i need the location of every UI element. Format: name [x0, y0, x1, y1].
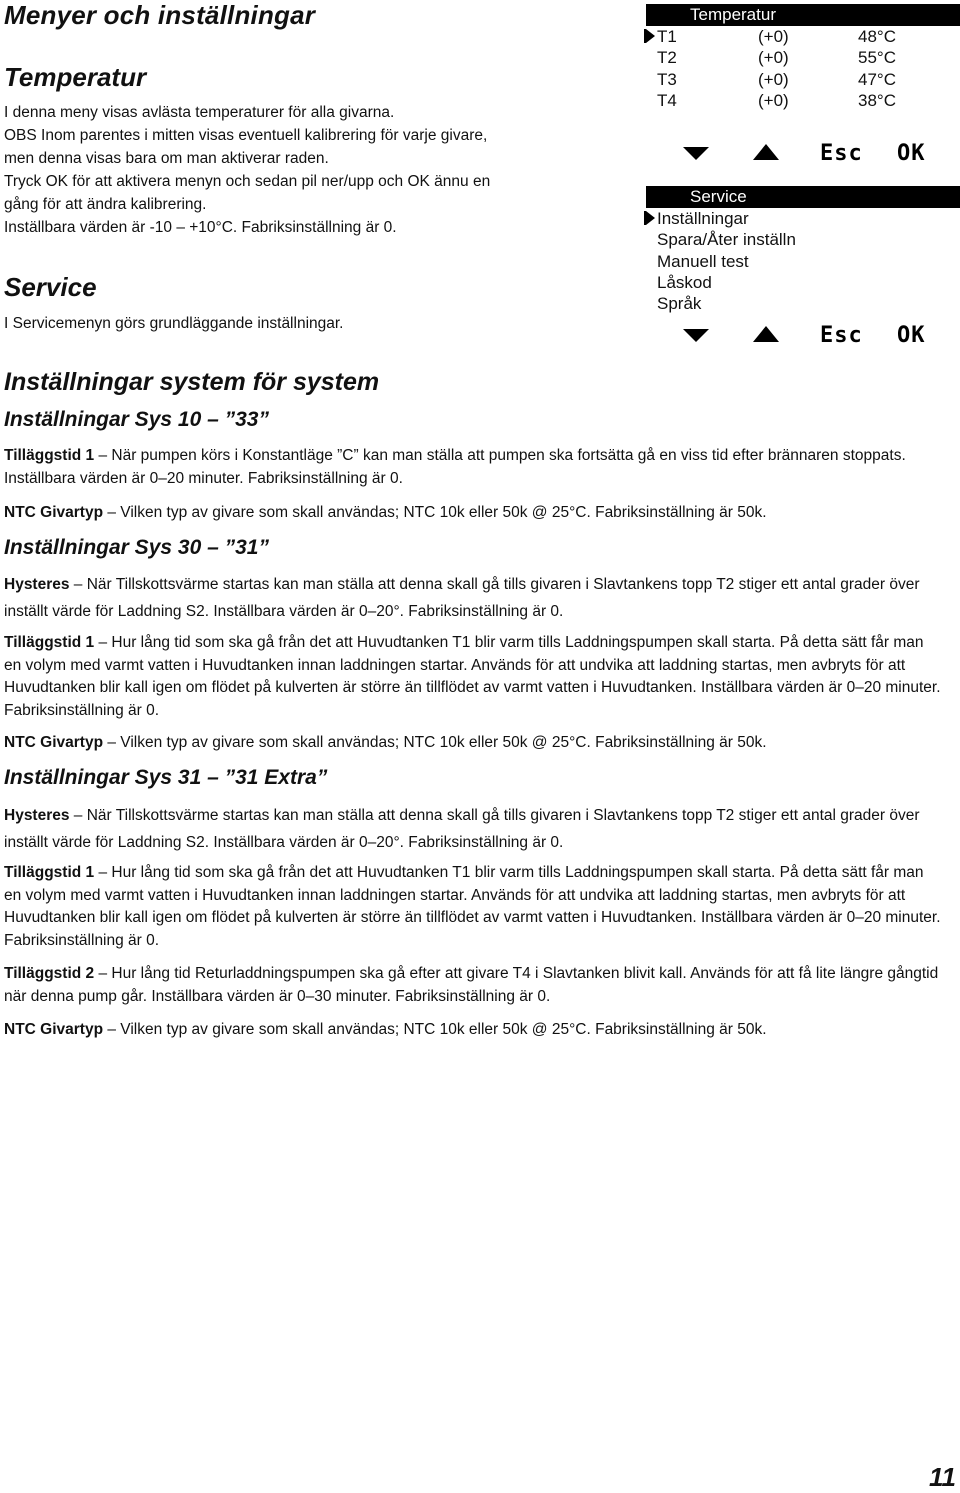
arrow-up-icon[interactable] [753, 144, 779, 160]
sensor-calibration: (+0) [758, 48, 789, 68]
lcd-service-screen [646, 186, 960, 314]
sensor-calibration: (+0) [758, 90, 789, 110]
lcd-menu-item[interactable] [646, 251, 960, 272]
lcd-service-buttons [646, 324, 960, 346]
param-text: – Vilken typ av givare som skall användas; NTC 10k eller 50k @ 25°C. Fabriksinställning är 50k. [103, 1021, 767, 1038]
ok-button[interactable]: OK [897, 323, 926, 348]
esc-button[interactable]: Esc [820, 323, 863, 348]
menu-item-label: Inställningar [657, 209, 749, 228]
paragraph-sys31-hysteres [4, 802, 944, 856]
param-label: Tilläggstid 1 [4, 634, 95, 651]
lcd-menu-item[interactable] [646, 229, 960, 250]
sensor-name: T3 [657, 69, 677, 89]
param-text: – Hur lång tid som ska gå från det att Huvudtanken T1 blir varm tills Laddningspumpen skall starta. På detta sätt får man en volym med varmt vatten i Huvudtanken innan laddningen startar. Används för att undvika att laddning startas, men avbryts för att Huvudtanken blir kall igen om flödet på kulverten är större än tillflödet av varmt vatten i Huvudtanken. Inställbara värden är 0–20 minuter. Fabriksinställning är 0. [4, 634, 941, 719]
lcd-temp-row[interactable] [646, 69, 960, 90]
temperatur-line: men denna visas bara om man aktiverar raden. [4, 150, 329, 167]
param-text: – Hur lång tid Returladdningspumpen ska gå efter att givare T4 i Slavtanken blivit kall. Används för att få lite längre gångtid när denna pump går. Inställbara värden är 0–30 minuter. Fabriksinställning är 0. [4, 965, 939, 1005]
param-label: Tilläggstid 2 [4, 965, 95, 982]
cursor-arrow-icon [646, 29, 655, 43]
param-text: – Hur lång tid som ska gå från det att Huvudtanken T1 blir varm tills Laddningspumpen skall starta. På detta sätt får man en volym med varmt vatten i Huvudtanken innan laddningen startar. Används för att undvika att laddning startas, men avbryts för att Huvudtanken blir kall igen om flödet på kulverten är större än tillflödet av varmt vatten i Huvudtanken. Inställbara värden är 0–20 minuter. Fabriksinställning är 0. [4, 864, 941, 949]
param-text: – Vilken typ av givare som skall användas; NTC 10k eller 50k @ 25°C. Fabriksinställning är 50k. [103, 734, 767, 751]
cursor-arrow-icon [646, 211, 655, 225]
service-text: I Servicemenyn görs grundläggande inställningar. [4, 315, 344, 332]
paragraph-sys31-tillaggstid1 [4, 862, 944, 952]
lcd-temperature-buttons [646, 142, 960, 164]
sensor-value: 38°C [858, 90, 896, 110]
paragraph-sys30-hysteres [4, 571, 944, 625]
param-label: Hysteres [4, 807, 70, 824]
sensor-name: T4 [657, 90, 677, 110]
subheading-sys10: Inställningar Sys 10 – ”33” [4, 408, 269, 431]
param-text: – När Tillskottsvärme startas kan man ställa att denna skall gå tills givaren i Slavtankens topp T2 stiger ett antal grader över inställt värde för Laddning S2. Inställbara värden är 0–20°. Fabriksinställning är 0. [4, 807, 920, 851]
arrow-down-icon[interactable] [683, 329, 709, 342]
sensor-value: 48°C [858, 27, 896, 46]
temperatur-line: I denna meny visas avlästa temperaturer för alla givarna. [4, 104, 395, 121]
sensor-value: 55°C [858, 48, 896, 68]
param-label: NTC Givartyp [4, 504, 104, 521]
sensor-name: T1 [657, 27, 677, 46]
lcd-temp-row[interactable] [646, 90, 960, 111]
sensor-calibration: (+0) [758, 69, 789, 89]
param-label: NTC Givartyp [4, 734, 104, 751]
lcd-menu-item[interactable] [646, 272, 960, 293]
section-heading-system: Inställningar system för system [4, 368, 380, 396]
paragraph-sys31-ntc [4, 1019, 944, 1042]
section-heading-service: Service [4, 272, 97, 302]
temperatur-text [4, 101, 624, 239]
lcd-service-title: Service [646, 186, 960, 208]
menu-item-label: Spara/Åter inställn [657, 230, 796, 250]
menu-item-label: Språk [657, 294, 702, 314]
paragraph-sys30-ntc [4, 732, 944, 755]
lcd-temp-row[interactable] [646, 26, 960, 47]
param-text: – Vilken typ av givare som skall användas; NTC 10k eller 50k @ 25°C. Fabriksinställning är 50k. [103, 504, 767, 521]
paragraph-sys10-ntc [4, 502, 944, 525]
lcd-menu-item[interactable] [646, 293, 960, 314]
arrow-up-icon[interactable] [753, 326, 779, 342]
temperatur-line: Tryck OK för att aktivera menyn och sedan pil ner/upp och OK ännu en [4, 173, 491, 190]
lcd-temp-row[interactable] [646, 47, 960, 68]
lcd-temperature-title: Temperatur [646, 4, 960, 26]
section-heading-temperatur: Temperatur [4, 62, 147, 92]
param-text: – När Tillskottsvärme startas kan man ställa att denna skall gå tills givaren i Slavtankens topp T2 stiger ett antal grader över inställt värde för Laddning S2. Inställbara värden är 0–20°. Fabriksinställning är 0. [4, 576, 920, 620]
subheading-sys30: Inställningar Sys 30 – ”31” [4, 536, 269, 559]
arrow-down-icon[interactable] [683, 147, 709, 160]
param-text: – När pumpen körs i Konstantläge ”C” kan man ställa att pumpen ska fortsätta gå en viss tid efter brännaren stoppats. Inställbara värden är 0–20 minuter. Fabriksinställning är 0. [4, 447, 906, 487]
lcd-temperature-screen [646, 4, 960, 111]
menu-item-label: Låskod [657, 272, 712, 292]
paragraph-sys31-tillaggstid2 [4, 963, 944, 1008]
page-title: Menyer och inställningar [4, 0, 316, 30]
temperatur-line: Inställbara värden är -10 – +10°C. Fabriksinställning är 0. [4, 219, 397, 236]
param-label: Tilläggstid 1 [4, 447, 95, 464]
temperatur-line: gång för att ändra kalibrering. [4, 196, 207, 213]
paragraph-sys10-tillaggstid1 [4, 445, 944, 490]
sensor-value: 47°C [858, 69, 896, 89]
menu-item-label: Manuell test [657, 251, 749, 271]
page-number: 11 [929, 1462, 956, 1492]
lcd-menu-item[interactable] [646, 208, 960, 229]
param-label: Hysteres [4, 576, 70, 593]
ok-button[interactable]: OK [897, 141, 926, 166]
esc-button[interactable]: Esc [820, 141, 863, 166]
param-label: NTC Givartyp [4, 1021, 104, 1038]
temperatur-line: OBS Inom parentes i mitten visas eventuell kalibrering för varje givare, [4, 127, 488, 144]
paragraph-sys30-tillaggstid1 [4, 632, 944, 722]
sensor-name: T2 [657, 48, 677, 68]
sensor-calibration: (+0) [758, 27, 789, 46]
param-label: Tilläggstid 1 [4, 864, 95, 881]
subheading-sys31: Inställningar Sys 31 – ”31 Extra” [4, 766, 328, 789]
